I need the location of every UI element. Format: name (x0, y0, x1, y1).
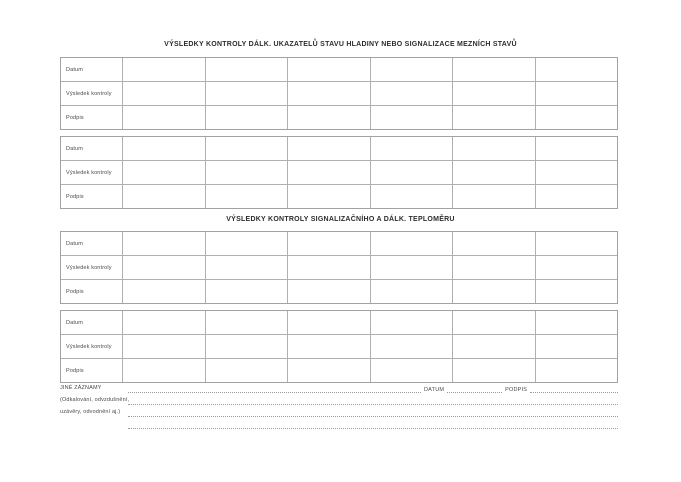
entry-cell (370, 232, 453, 256)
entry-cell (535, 82, 618, 106)
entry-cell (123, 335, 206, 359)
table-row (61, 256, 618, 280)
entry-cell (370, 359, 453, 383)
entry-cell (123, 232, 206, 256)
section2-title: VÝSLEDKY KONTROLY SIGNALIZAČNÍHO A DÁLK. TEPLOMĚRU (226, 216, 455, 223)
entry-cell (453, 280, 536, 304)
entry-cell (535, 359, 618, 383)
entry-cell (370, 280, 453, 304)
entry-cell (370, 311, 453, 335)
entry-cell (288, 280, 371, 304)
notes-writing-line-3 (128, 416, 618, 417)
entry-cell (453, 58, 536, 82)
entry-cell (535, 58, 618, 82)
entry-cell (370, 335, 453, 359)
table-row (61, 82, 618, 106)
row-label-podpis: Podpis (61, 106, 123, 130)
entry-cell (205, 161, 288, 185)
entry-cell (288, 311, 371, 335)
notes-sublabel-2: uzávěry, odvodnění aj.) (60, 409, 121, 415)
entry-cell (288, 185, 371, 209)
table-row (61, 335, 618, 359)
entry-cell (535, 161, 618, 185)
entry-cell (535, 335, 618, 359)
dotted-line-segment (530, 391, 618, 393)
entry-cell (453, 359, 536, 383)
table-row (61, 311, 618, 335)
row-label-podpis: Podpis (61, 359, 123, 383)
table-row (61, 280, 618, 304)
entry-cell (535, 106, 618, 130)
row-label-datum: Datum (61, 232, 123, 256)
entry-cell (123, 161, 206, 185)
entry-cell (370, 161, 453, 185)
entry-cell (535, 256, 618, 280)
entry-cell (205, 185, 288, 209)
entry-cell (123, 106, 206, 130)
table-row (61, 232, 618, 256)
entry-cell (370, 256, 453, 280)
entry-cell (370, 137, 453, 161)
notes-sublabel-1: (Odkalování, odvzdušnění, (60, 397, 130, 403)
entry-cell (453, 232, 536, 256)
datum-label: DATUM (424, 387, 445, 393)
results-table-3 (60, 231, 618, 304)
entry-cell (453, 161, 536, 185)
entry-cell (535, 185, 618, 209)
entry-cell (370, 82, 453, 106)
row-label-vysledek: Výsledek kontroly (61, 256, 123, 280)
entry-cell (535, 137, 618, 161)
entry-cell (205, 256, 288, 280)
entry-cell (453, 256, 536, 280)
entry-cell (288, 82, 371, 106)
entry-cell (453, 185, 536, 209)
notes-label: JINÉ ZÁZNAMY (60, 385, 102, 391)
table-row (61, 106, 618, 130)
notes-writing-line-4 (128, 428, 618, 429)
entry-cell (288, 106, 371, 130)
entry-cell (453, 137, 536, 161)
entry-cell (288, 58, 371, 82)
entry-cell (205, 137, 288, 161)
entry-cell (370, 185, 453, 209)
row-label-vysledek: Výsledek kontroly (61, 161, 123, 185)
entry-cell (123, 280, 206, 304)
section1-title: VÝSLEDKY KONTROLY DÁLK. UKAZATELŮ STAVU HLADINY NEBO SIGNALIZACE MEZNÍCH STAVŮ (164, 41, 517, 48)
entry-cell (205, 359, 288, 383)
row-label-vysledek: Výsledek kontroly (61, 335, 123, 359)
results-table-2 (60, 136, 618, 209)
entry-cell (453, 335, 536, 359)
notes-writing-line-2 (128, 404, 618, 405)
entry-cell (123, 256, 206, 280)
row-label-podpis: Podpis (61, 280, 123, 304)
entry-cell (288, 137, 371, 161)
dotted-line-segment (447, 391, 502, 393)
entry-cell (205, 280, 288, 304)
entry-cell (288, 232, 371, 256)
table-row (61, 161, 618, 185)
podpis-label: PODPIS (505, 387, 528, 393)
entry-cell (535, 280, 618, 304)
row-label-datum: Datum (61, 137, 123, 161)
notes-writing-line-1 (128, 384, 618, 393)
entry-cell (205, 58, 288, 82)
entry-cell (205, 311, 288, 335)
entry-cell (123, 58, 206, 82)
entry-cell (123, 82, 206, 106)
entry-cell (370, 58, 453, 82)
entry-cell (205, 82, 288, 106)
entry-cell (453, 82, 536, 106)
entry-cell (370, 106, 453, 130)
table-row (61, 58, 618, 82)
entry-cell (123, 137, 206, 161)
row-label-vysledek: Výsledek kontroly (61, 82, 123, 106)
row-label-datum: Datum (61, 58, 123, 82)
entry-cell (535, 232, 618, 256)
entry-cell (123, 185, 206, 209)
results-table-4 (60, 310, 618, 383)
entry-cell (205, 335, 288, 359)
entry-cell (123, 359, 206, 383)
row-label-datum: Datum (61, 311, 123, 335)
entry-cell (453, 106, 536, 130)
entry-cell (535, 311, 618, 335)
entry-cell (123, 311, 206, 335)
row-label-podpis: Podpis (61, 185, 123, 209)
entry-cell (453, 311, 536, 335)
results-table-1 (60, 57, 618, 130)
dotted-line-segment (128, 391, 421, 393)
entry-cell (288, 335, 371, 359)
entry-cell (205, 106, 288, 130)
table-row (61, 185, 618, 209)
table-row (61, 137, 618, 161)
entry-cell (205, 232, 288, 256)
table-row (61, 359, 618, 383)
entry-cell (288, 161, 371, 185)
entry-cell (288, 359, 371, 383)
entry-cell (288, 256, 371, 280)
